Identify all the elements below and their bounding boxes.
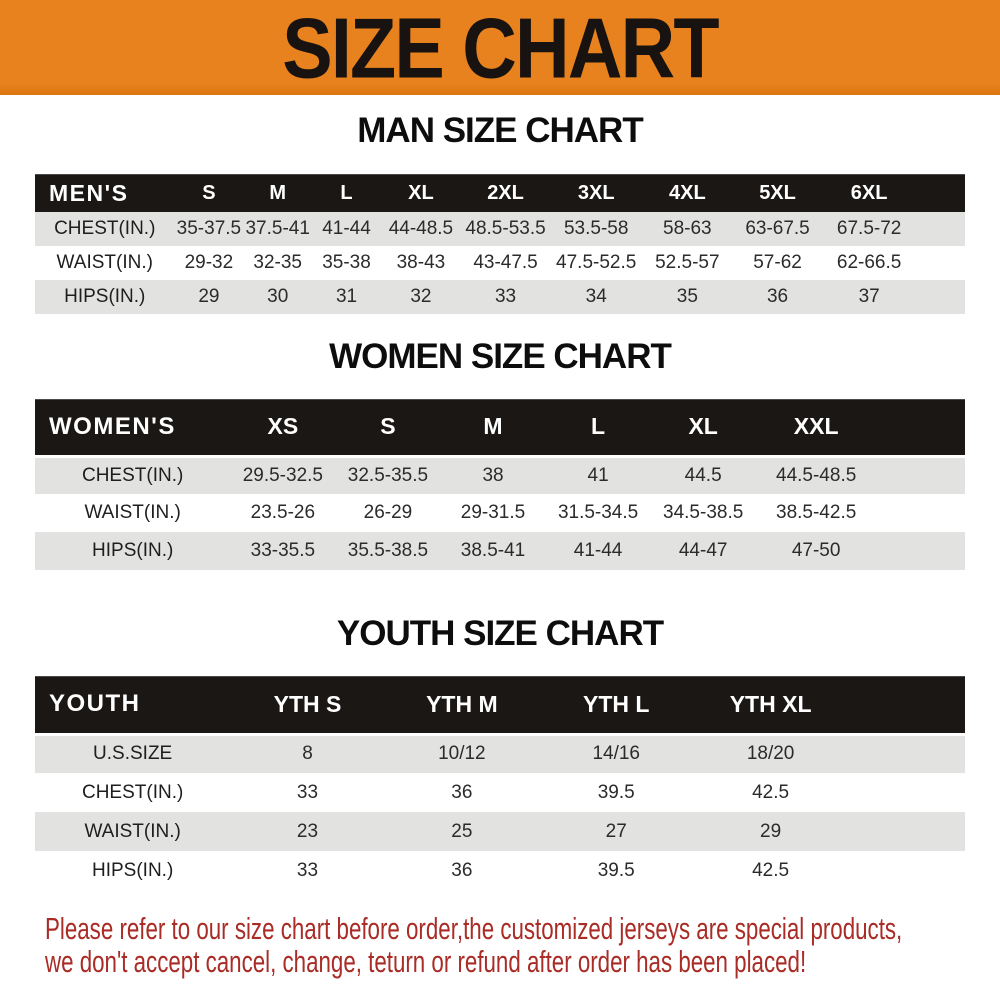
men-corner-label: MEN'S	[35, 174, 175, 212]
cell: 41-44	[322, 218, 371, 239]
youth-corner-label: YOUTH	[35, 676, 230, 734]
youth-size-header: YTH XL	[693, 676, 847, 734]
women-header-filler	[877, 399, 965, 456]
cell: 39.5	[597, 781, 635, 803]
row-label: WAIST(IN.)	[84, 502, 181, 523]
youth-size-header: YTH L	[539, 676, 693, 734]
cell: 27	[605, 820, 627, 842]
cell: 29	[198, 286, 220, 307]
cell: 39.5	[597, 859, 635, 881]
cell: 42.5	[752, 781, 790, 803]
cell: 53.5-58	[563, 218, 629, 239]
cell-filler	[877, 456, 965, 494]
cell: 23	[296, 820, 319, 842]
cell: 33	[296, 781, 319, 803]
cell: 26-29	[363, 502, 413, 523]
cell: 25	[451, 820, 473, 842]
cell: 57-62	[753, 252, 802, 273]
cell: 62-66.5	[836, 252, 902, 273]
cell: 44-48.5	[388, 218, 454, 239]
men-size-header: 2XL	[461, 174, 550, 212]
row-label: CHEST(IN.)	[81, 781, 184, 803]
women-size-header: XXL	[756, 399, 877, 456]
row-label: HIPS(IN.)	[64, 286, 146, 307]
cell: 29-31.5	[460, 502, 526, 523]
cell: 34	[585, 286, 607, 307]
youth-size-table	[35, 676, 965, 890]
cell: 47.5-52.5	[556, 252, 637, 273]
cell: 29-32	[184, 252, 234, 273]
cell: 41-44	[573, 540, 623, 561]
cell: 35.5-38.5	[347, 540, 429, 561]
row-label: CHEST(IN.)	[54, 218, 156, 239]
cell-filler	[877, 532, 965, 570]
row-label: WAIST(IN.)	[84, 820, 181, 842]
cell: 48.5-53.5	[465, 218, 546, 239]
cell: 32	[410, 286, 432, 307]
youth-hips-row	[35, 851, 965, 890]
cell: 31	[335, 286, 358, 307]
cell: 37	[858, 286, 880, 307]
cell-filler	[916, 246, 965, 280]
men-size-header: M	[243, 174, 312, 212]
cell: 32-35	[253, 252, 303, 273]
men-size-table	[35, 174, 965, 314]
cell: 8	[302, 743, 313, 765]
cell: 29	[760, 820, 782, 842]
disclaimer-line-1: Please refer to our size chart before order,the customized jerseys are special products,	[45, 911, 903, 946]
cell: 37.5-41	[245, 218, 310, 239]
cell: 58-63	[663, 218, 712, 239]
women-waist-row	[35, 494, 965, 532]
cell: 47-50	[791, 540, 841, 561]
men-size-header: L	[312, 174, 381, 212]
women-header-row	[35, 399, 965, 456]
cell: 36	[451, 859, 473, 881]
men-size-header: 3XL	[550, 174, 642, 212]
women-size-header: M	[440, 399, 545, 456]
cell: 67.5-72	[836, 218, 902, 239]
cell: 18/20	[746, 743, 795, 765]
cell: 30	[267, 286, 289, 307]
women-size-header: L	[546, 399, 651, 456]
youth-size-header: YTH S	[230, 676, 384, 734]
youth-chest-row	[35, 773, 965, 812]
men-header-row	[35, 174, 965, 212]
row-label: CHEST(IN.)	[81, 464, 184, 486]
men-hips-row	[35, 280, 965, 314]
cell: 38.5-42.5	[776, 502, 857, 523]
youth-waist-row	[35, 812, 965, 851]
cell: 44-47	[678, 540, 728, 561]
cell: 14/16	[592, 743, 640, 765]
youth-size-header: YTH M	[385, 676, 539, 734]
men-size-header: S	[175, 174, 244, 212]
men-chest-row	[35, 212, 965, 246]
cell-filler	[916, 212, 965, 246]
women-size-header: S	[335, 399, 440, 456]
cell-filler	[848, 773, 965, 812]
row-label: HIPS(IN.)	[92, 540, 174, 561]
men-size-header: 4XL	[642, 174, 732, 212]
cell-filler	[848, 734, 965, 773]
row-label: WAIST(IN.)	[56, 252, 153, 273]
cell: 38-43	[396, 252, 446, 273]
women-section-heading: WOMEN SIZE CHART	[329, 337, 671, 376]
women-corner-label: WOMEN'S	[35, 399, 230, 456]
cell: 42.5	[752, 859, 790, 881]
men-waist-row	[35, 246, 965, 280]
disclaimer-note	[0, 912, 1000, 978]
men-section-heading: MAN SIZE CHART	[357, 111, 643, 150]
cell: 10/12	[438, 743, 486, 765]
women-chest-row	[35, 456, 965, 494]
cell-filler	[877, 494, 965, 532]
size-chart-banner	[0, 0, 1000, 95]
cell: 43-47.5	[473, 252, 538, 273]
cell: 32.5-35.5	[347, 464, 429, 486]
cell: 33	[494, 286, 517, 307]
women-size-header: XL	[651, 399, 756, 456]
cell: 38	[482, 464, 504, 486]
cell: 36	[766, 286, 789, 307]
cell: 34.5-38.5	[663, 502, 744, 523]
women-size-table	[35, 399, 965, 570]
cell: 23.5-26	[250, 502, 316, 523]
cell: 63-67.5	[745, 218, 810, 239]
cell: 35	[676, 286, 698, 307]
cell-filler	[848, 812, 965, 851]
women-size-header: XS	[230, 399, 335, 456]
men-header-filler	[916, 174, 965, 212]
cell: 33-35.5	[250, 540, 316, 561]
cell: 36	[451, 781, 473, 803]
women-hips-row	[35, 532, 965, 570]
row-label: HIPS(IN.)	[92, 859, 174, 881]
cell: 29.5-32.5	[242, 464, 323, 486]
cell-filler	[916, 280, 965, 314]
row-label: U.S.SIZE	[93, 743, 173, 765]
cell-filler	[848, 851, 965, 890]
men-size-header: XL	[381, 174, 461, 212]
cell: 52.5-57	[655, 252, 720, 273]
youth-header-filler	[848, 676, 965, 734]
youth-ussize-row	[35, 734, 965, 773]
cell: 35-37.5	[176, 218, 242, 239]
cell: 35-38	[322, 252, 371, 273]
disclaimer-line-2: we don't accept cancel, change, teturn or refund after order has been placed!	[45, 944, 807, 979]
banner-title: SIZE CHART	[282, 0, 718, 96]
cell: 41	[587, 464, 609, 486]
cell: 44.5-48.5	[776, 464, 857, 486]
men-size-header: 5XL	[732, 174, 822, 212]
men-size-header: 6XL	[823, 174, 916, 212]
youth-header-row	[35, 676, 965, 734]
youth-section-heading: YOUTH SIZE CHART	[336, 614, 664, 653]
cell: 44.5	[684, 464, 722, 486]
cell: 33	[296, 859, 319, 881]
cell: 31.5-34.5	[557, 502, 639, 523]
cell: 38.5-41	[460, 540, 526, 561]
